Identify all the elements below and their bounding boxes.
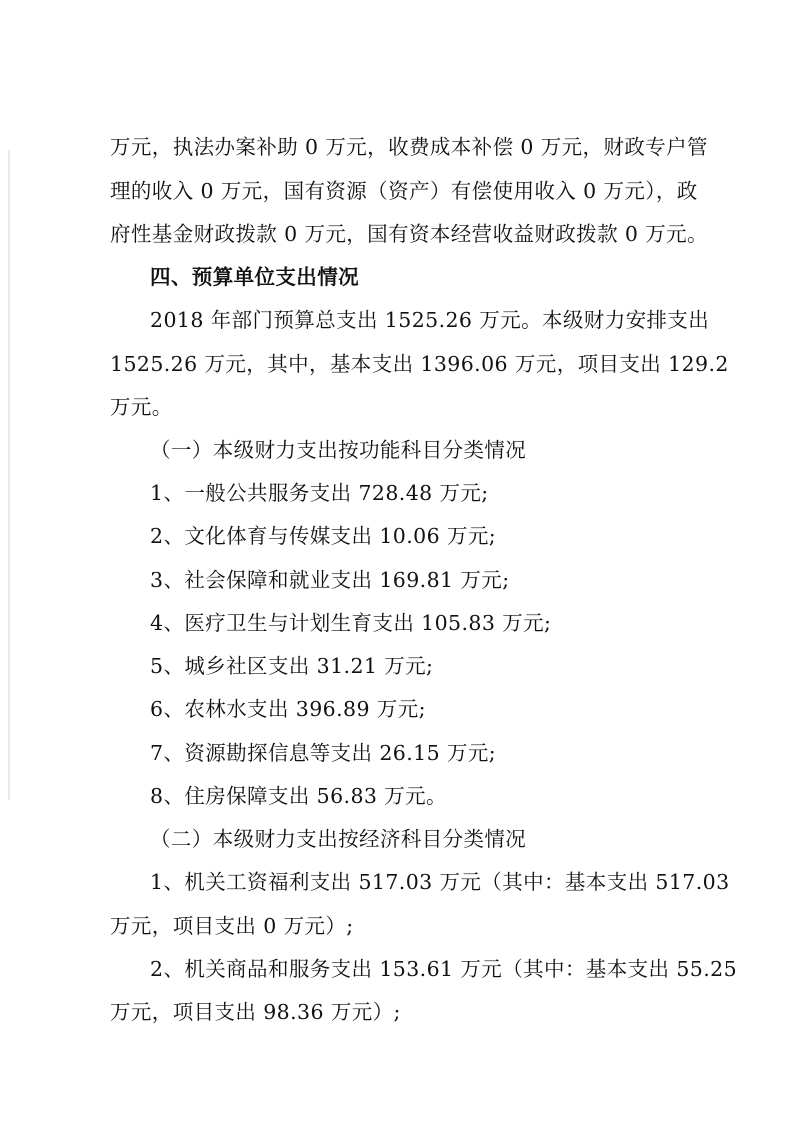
list-item: 2、文化体育与传媒支出 10.06 万元; [150,524,497,548]
list-item: 8、住房保障支出 56.83 万元。 [150,784,447,808]
list-item: 1、机关工资福利支出 517.03 万元（其中：基本支出 517.03 [150,870,730,894]
list-item: 2、机关商品和服务支出 153.61 万元（其中：基本支出 55.25 [150,957,738,981]
paragraph-line: 1525.26 万元，其中，基本支出 1396.06 万元，项目支出 129.2 [110,352,729,376]
paragraph-line: 万元。 [110,395,173,419]
paragraph-line: 万元，执法办案补助 0 万元，收费成本补偿 0 万元，财政专户管 [110,135,708,159]
subsection-heading: （二）本级财力支出按经济科目分类情况 [150,827,527,851]
list-item: 7、资源勘探信息等支出 26.15 万元; [150,741,497,765]
subsection-heading: （一）本级财力支出按功能科目分类情况 [150,438,527,462]
section-heading: 四、预算单位支出情况 [150,265,359,289]
paragraph-line: 2018 年部门预算总支出 1525.26 万元。本级财力安排支出 [150,308,710,332]
paragraph-line: 理的收入 0 万元，国有资源（资产）有偿使用收入 0 万元），政 [110,179,698,203]
list-item: 4、医疗卫生与计划生育支出 105.83 万元; [150,611,552,635]
list-item-continuation: 万元，项目支出 0 万元）; [110,914,354,938]
list-item: 5、城乡社区支出 31.21 万元; [150,654,434,678]
scan-edge-shadow [8,150,10,800]
list-item: 1、一般公共服务支出 728.48 万元; [150,481,489,505]
list-item-continuation: 万元，项目支出 98.36 万元）; [110,1000,401,1024]
list-item: 6、农林水支出 396.89 万元; [150,697,426,721]
list-item: 3、社会保障和就业支出 169.81 万元; [150,568,510,592]
paragraph-line: 府性基金财政拨款 0 万元，国有资本经营收益财政拨款 0 万元。 [110,222,708,246]
